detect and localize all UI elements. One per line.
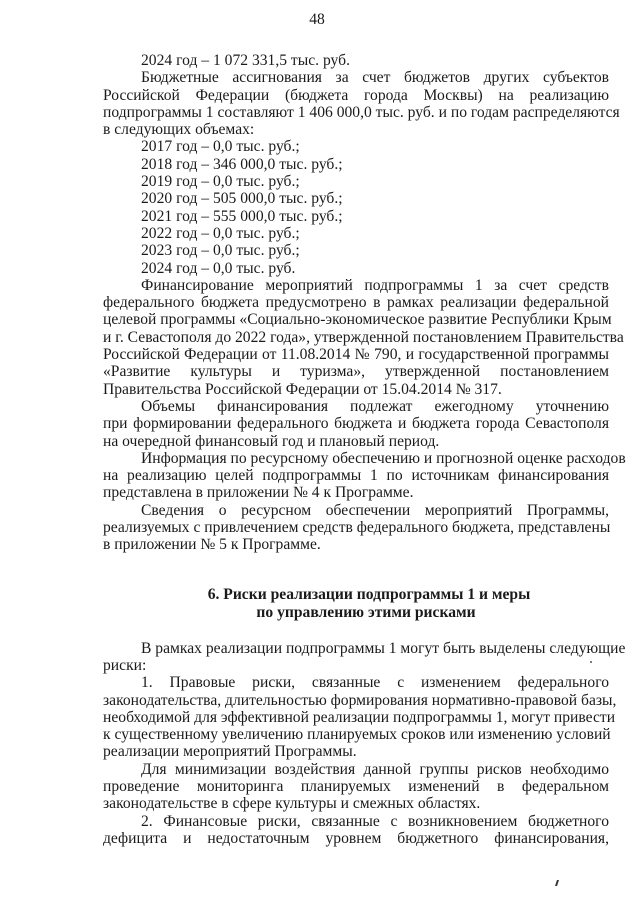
text-line: законодательства, длительностью формирования нормативно-правовой базы, — [103, 691, 617, 709]
text-line: к существенному увеличению планируемых сроков или изменению условий — [103, 726, 611, 744]
text-line: дефицита и недостаточным уровнем бюджетного финансирования, — [103, 829, 609, 847]
text-line: 2023 год – 0,0 тыс. руб.; — [141, 242, 300, 260]
text-line: 2024 год – 0,0 тыс. руб. — [141, 259, 296, 277]
text-line: представлена в приложении № 4 к Программе. — [103, 484, 414, 502]
section-heading-line-2: по управлению этими рисками — [256, 603, 476, 621]
text-line: Правительства Российской Федерации от 15.04.2014 № 317. — [103, 380, 502, 398]
scan-speck — [590, 661, 592, 663]
text-line: 2019 год – 0,0 тыс. руб.; — [141, 173, 300, 191]
text-line: 2018 год – 346 000,0 тыс. руб.; — [141, 155, 343, 173]
text-line: при формировании федерального бюджета и бюджета города Севастополя — [103, 415, 609, 433]
text-line: Объемы финансирования подлежат ежегодному уточнению — [141, 397, 609, 415]
text-line: реализации мероприятий Программы. — [103, 743, 357, 761]
text-line: Российской Федерации от 11.08.2014 № 790, и государственной программы — [103, 346, 609, 364]
text-line: 2021 год – 555 000,0 тыс. руб.; — [141, 207, 343, 225]
text-line: подпрограммы 1 составляют 1 406 000,0 тыс. руб. и по годам распределяются — [103, 103, 620, 121]
section-heading-line-1: 6. Риски реализации подпрограммы 1 и меры — [207, 585, 531, 603]
text-line: 2. Финансовые риски, связанные с возникновением бюджетного — [141, 812, 609, 830]
text-line: Сведения о ресурсном обеспечении мероприятий Программы, — [141, 501, 609, 519]
text-line: в приложении № 5 к Программе. — [103, 536, 321, 554]
scan-mark — [555, 880, 559, 886]
text-line: 2020 год – 505 000,0 тыс. руб.; — [141, 190, 343, 208]
section-heading — [103, 586, 609, 622]
financing-section — [103, 52, 626, 554]
section-spacer — [103, 554, 609, 586]
text-line: Российской Федерации (бюджета города Москвы) на реализацию — [103, 86, 609, 104]
text-line: Финансирование мероприятий подпрограммы 1 за счет средств — [141, 276, 609, 294]
text-line: Бюджетные ассигнования за счет бюджетов других субъектов — [141, 69, 609, 87]
text-line: федерального бюджета предусмотрено в рамках реализации федеральной — [103, 294, 609, 312]
risks-section — [103, 639, 626, 848]
text-line: «Развитие культуры и туризма», утвержденной постановлением — [103, 363, 609, 381]
heading-spacer — [103, 622, 609, 640]
text-line: в следующих объемах: — [103, 121, 255, 139]
text-line: 1. Правовые риски, связанные с изменением федерального — [141, 674, 609, 692]
text-line: 2024 год – 1 072 331,5 тыс. руб. — [141, 52, 350, 69]
text-line: 2022 год – 0,0 тыс. руб.; — [141, 224, 300, 242]
text-line: Для минимизации воздействия данной группы рисков необходимо — [141, 760, 609, 778]
text-line: реализуемых с привлечением средств федерального бюджета, представлены — [103, 519, 611, 537]
text-line: риски: — [103, 656, 147, 674]
text-line: необходимой для эффективной реализации подпрограммы 1, могут привести — [103, 708, 616, 726]
page-number: 48 — [309, 11, 325, 28]
text-line: и г. Севастополя до 2022 года», утвержденной постановлением Правительства — [103, 328, 624, 346]
page-body — [103, 52, 626, 847]
text-line: проведение мониторинга планируемых изменений в федеральном — [103, 777, 609, 795]
text-line: целевой программы «Социально-экономическое развитие Республики Крым — [103, 311, 612, 329]
text-line: Информация по ресурсному обеспечению и прогнозной оценке расходов — [141, 449, 626, 467]
text-line: В рамках реализации подпрограммы 1 могут быть выделены следующие — [141, 639, 626, 657]
text-line: на реализацию целей подпрограммы 1 по источникам финансирования — [103, 467, 609, 485]
text-line: законодательстве в сфере культуры и смежных областях. — [103, 795, 481, 813]
text-line: 2017 год – 0,0 тыс. руб.; — [141, 138, 300, 156]
text-line: на очередной финансовый год и плановый период. — [103, 432, 440, 450]
